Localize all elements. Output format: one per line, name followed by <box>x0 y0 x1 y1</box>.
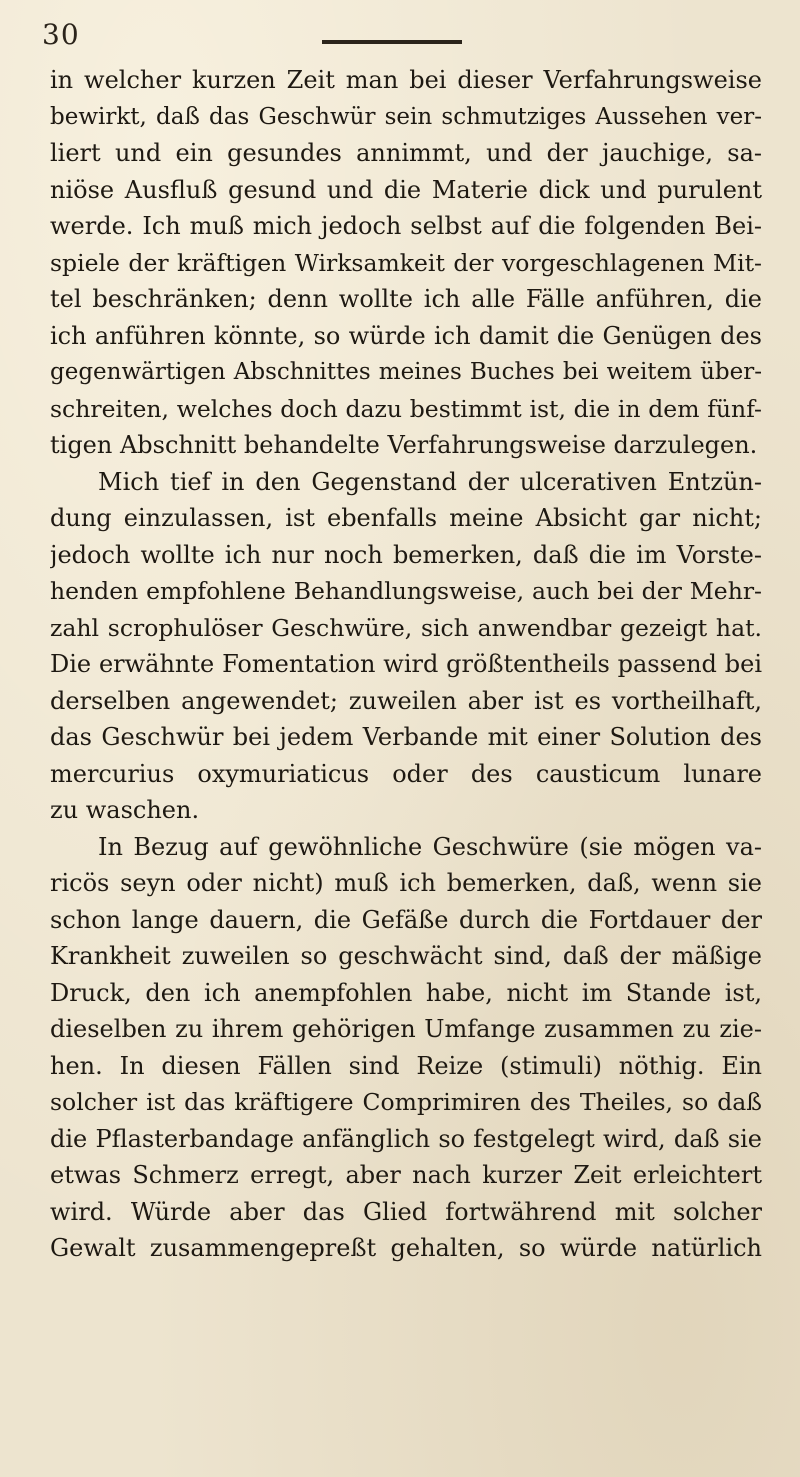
text-line: etwas Schmerz erregt, aber nach kurzer Zeit erleichtert <box>50 1161 762 1189</box>
text-line: tel beschränken; denn wollte ich alle Fälle anführen, die <box>50 285 762 313</box>
text-line: zu waschen. <box>50 796 200 824</box>
text-line: schon lange dauern, die Gefäße durch die Fortdauer der <box>50 905 762 934</box>
body-text <box>50 62 762 1267</box>
text-line: Die erwähnte Fomentation wird größtentheils passend bei <box>50 650 762 678</box>
text-line: dung einzulassen, ist ebenfalls meine Absicht gar nicht; <box>50 504 762 532</box>
text-line: die Pflasterbandage anfänglich so festgelegt wird, daß sie <box>50 1124 762 1153</box>
text-line: Krankheit zuweilen so geschwächt sind, daß der mäßige <box>50 942 762 970</box>
text-line: wird. Würde aber das Glied fortwährend mit solcher <box>50 1197 762 1226</box>
text-line: ricös seyn oder nicht) muß ich bemerken, daß, wenn sie <box>50 869 762 897</box>
text-line: werde. Ich muß mich jedoch selbst auf die folgenden Bei- <box>50 212 762 240</box>
text-line: solcher ist das kräftigere Comprimiren des Theiles, so daß <box>50 1088 762 1116</box>
text-line: niöse Ausfluß gesund und die Materie dick und purulent <box>50 175 762 204</box>
page-number: 30 <box>42 18 80 51</box>
text-line: derselben angewendet; zuweilen aber ist es vortheilhaft, <box>50 686 762 715</box>
text-line: liert und ein gesundes annimmt, und der jauchige, sa- <box>50 139 762 167</box>
text-line: gegenwärtigen Abschnittes meines Buches bei weitem über- <box>50 359 762 385</box>
text-line: spiele der kräftigen Wirksamkeit der vorgeschlagenen Mit- <box>50 248 762 277</box>
text-line: Druck, den ich anempfohlen habe, nicht im Stande ist, <box>50 978 762 1007</box>
header-rule <box>322 40 462 44</box>
text-line: jedoch wollte ich nur noch bemerken, daß die im Vorste- <box>50 540 762 569</box>
text-line: dieselben zu ihrem gehörigen Umfange zusammen zu zie- <box>50 1015 762 1043</box>
text-line: henden empfohlene Behandlungsweise, auch bei der Mehr- <box>50 577 762 605</box>
text-line: zahl scrophulöser Geschwüre, sich anwendbar gezeigt hat. <box>50 613 762 642</box>
text-line: mercurius oxymuriaticus oder des causticum lunare <box>50 759 762 788</box>
text-line: ich anführen könnte, so würde ich damit die Genügen des <box>50 321 762 350</box>
text-line: In Bezug auf gewöhnliche Geschwüre (sie mögen va- <box>98 832 762 861</box>
text-line: schreiten, welches doch dazu bestimmt ist, die in dem fünf- <box>50 394 762 423</box>
text-line: Mich tief in den Gegenstand der ulcerativen Entzün- <box>98 467 762 496</box>
text-line: Gewalt zusammengepreßt gehalten, so würde natürlich <box>50 1234 762 1262</box>
text-line: in welcher kurzen Zeit man bei dieser Verfahrungsweise <box>50 66 762 94</box>
text-line: bewirkt, daß das Geschwür sein schmutziges Aussehen ver- <box>50 103 762 130</box>
text-line: tigen Abschnitt behandelte Verfahrungsweise darzulegen. <box>50 431 758 459</box>
text-line: das Geschwür bei jedem Verbande mit einer Solution des <box>50 723 762 751</box>
text-line: hen. In diesen Fällen sind Reize (stimuli) nöthig. Ein <box>50 1051 762 1080</box>
